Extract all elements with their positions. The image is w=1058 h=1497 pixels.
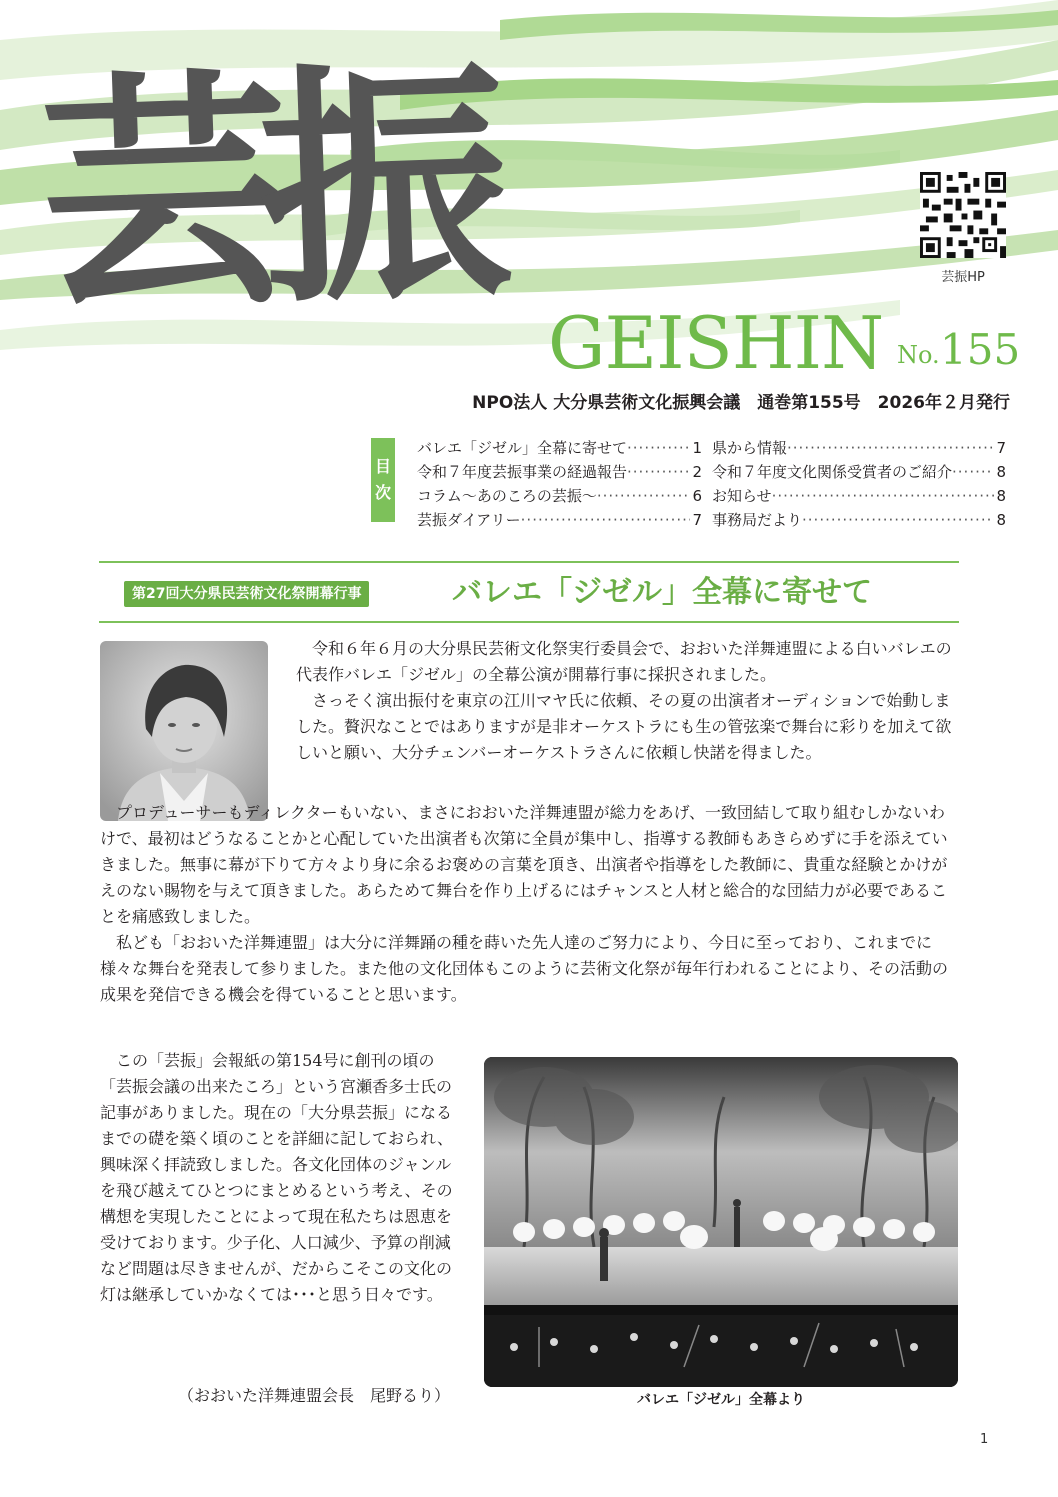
toc-item[interactable] [712,436,1006,460]
article-paragraph: 令和６年６月の大分県民芸術文化祭実行委員会で、おおいた洋舞連盟による白いバレエの代表作バレエ「ジゼル」の全幕公演が開幕行事に採択されました。 [296,639,952,684]
toc-item-page: 8 [996,463,1006,481]
toc-badge [371,438,395,522]
article-paragraph: 私ども「おおいた洋舞連盟」は大分に洋舞踊の種を蒔いた先人達のご努力により、今日に至っており、これまでに様々な舞台を発表して参りました。また他の文化団体もこのように芸術文化祭が毎年行われることにより、その活動の成果を発信できる機会を得ていることと思います。 [100,933,949,1004]
toc-leader-dots [802,508,994,532]
article-paragraph: さっそく演出振付を東京の江川マヤ氏に依頼、その夏の出演者オーディションで始動しました。贅沢なことではありますが是非オーケストラにも生の管弦楽で舞台に彩りを加えて欲しいと願い、大分チェンバーオーケストラさんに依頼し快諾を得ました。 [296,691,952,762]
article-body-middle [100,800,958,1008]
toc-item[interactable] [417,436,702,460]
toc-leader-dots [627,436,690,460]
toc-item[interactable] [417,484,702,508]
toc-item[interactable] [712,484,1006,508]
toc-item-title: 芸振ダイアリー [417,511,521,529]
toc-item-page: 8 [996,511,1006,529]
toc-item-title: お知らせ [712,487,772,505]
toc-leader-dots [521,508,691,532]
toc-badge-char: 次 [374,483,391,502]
toc-item[interactable] [712,460,1006,484]
toc-item[interactable] [712,508,1006,532]
issue-number-label: No. [897,341,940,369]
masthead-calligraphy-logo: 芸振 [34,35,485,346]
toc-item-title: バレエ「ジゼル」全幕に寄せて [417,439,628,457]
toc-item-page: 7 [996,439,1006,457]
toc-item[interactable] [417,508,702,532]
event-badge: 第27回大分県民芸術文化祭開幕行事 [124,581,369,607]
toc-item-title: 県から情報 [712,439,788,457]
toc-item-title: 令和７年度芸振事業の経過報告 [417,463,628,481]
issue-number-value: 155 [940,325,1021,374]
article-signature: （おおいた洋舞連盟会長 尾野るり） [177,1386,450,1405]
ballet-stage-photo [484,1057,958,1387]
heading-rule-bottom [99,621,959,623]
qr-code-label: 芸振HP [941,270,985,285]
publisher-line: NPO法人 大分県芸術文化振興会議 通巻第155号 2026年２月発行 [472,393,1010,413]
toc-badge-char: 目 [374,457,391,476]
heading-rule-top [99,561,959,563]
toc-leader-dots [627,460,690,484]
article-paragraph: プロデューサーもディレクターもいない、まさにおおいた洋舞連盟が総力をあげ、一致団結して取り組むしかないわけで、最初はどうなることかと心配していた出演者も次第に全員が集中し、指導する教師もあきらめずに手を添えていきました。無事に幕が下りて方々より身に余るお褒めの言葉を頂き、出演者や指導をした教師に、貴重な経験とかけがえのない賜物を与えて頂きました。あらためて舞台を作り上げるにはチャンスと人材と総合的な団結力が必要であることを痛感致しました。 [100,803,948,926]
toc-item-page: 2 [692,463,702,481]
toc-left-column [417,436,702,532]
page-number: 1 [980,1432,989,1447]
article-body-top [296,636,958,766]
toc-item-page: 8 [996,487,1006,505]
toc-item-title: 令和７年度文化関係受賞者のご紹介 [712,463,953,481]
toc-leader-dots [952,460,994,484]
article-body-left-column [100,1048,462,1308]
article-paragraph: この「芸振」会報紙の第154号に創刊の頃の「芸振会議の出来たころ」という宮瀬香多士氏の記事がありました。現在の「大分県芸振」になるまでの礎を築く頃のことを詳細に記しておられ、興味深く拝読致しました。各文化団体のジャンルを飛び越えてひとつにまとめるという考え、その構想を実現したことによって現在私たちは恩恵を受けております。少子化、人口減少、予算の削減など問題は尽きませんが、だからこそこの文化の灯は継承していかなくては･･･と思う日々です。 [100,1051,453,1304]
qr-code-icon[interactable] [920,172,1006,258]
masthead-title-roman: GEISHIN [548,301,884,385]
article-title: バレエ「ジゼル」全幕に寄せて [452,575,872,610]
toc-item-page: 1 [692,439,702,457]
photo-caption: バレエ「ジゼル」全幕より [637,1392,805,1408]
toc-item-title: 事務局だより [712,511,803,529]
author-portrait-photo [100,641,268,821]
toc-item-page: 7 [692,511,702,529]
toc-right-column [712,436,1006,532]
toc-item-title: コラム～あのころの芸振～ [417,487,597,505]
toc-item[interactable] [417,460,702,484]
toc-leader-dots [597,484,691,508]
toc-item-page: 6 [692,487,702,505]
toc-leader-dots [772,484,995,508]
toc-leader-dots [787,436,994,460]
